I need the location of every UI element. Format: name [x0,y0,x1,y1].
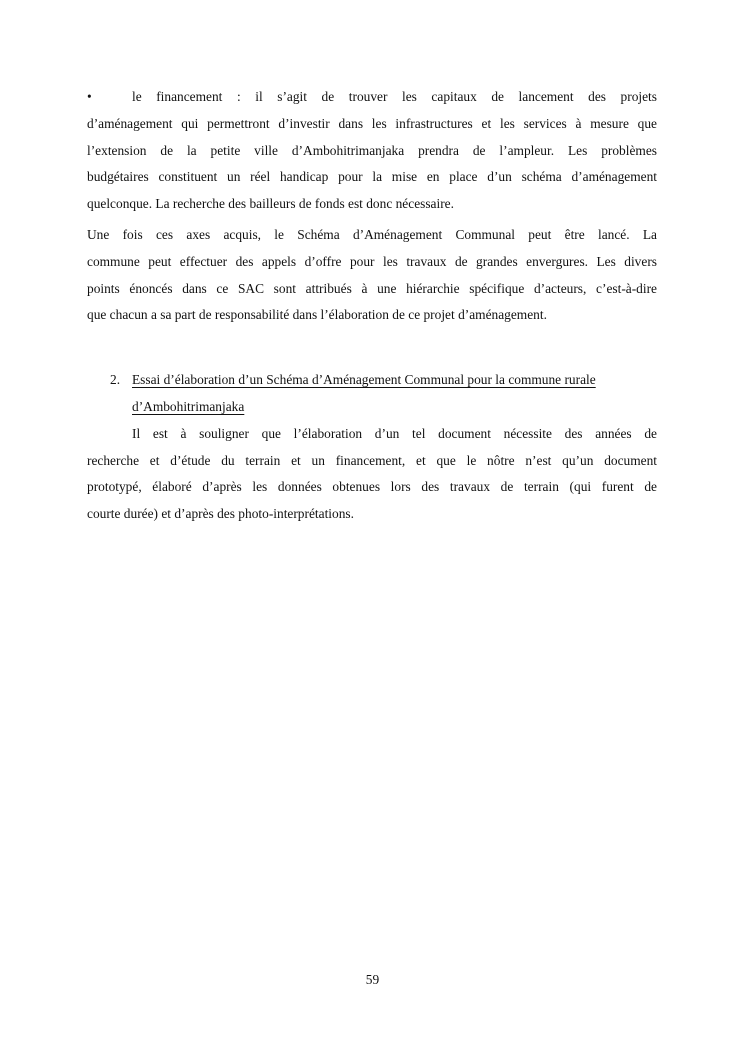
bullet-paragraph [87,84,657,218]
bullet-first-line [87,84,657,111]
text-line: prototypé, élaboré d’après les données obtenues lors des travaux de terrain (qui furent de [87,479,657,495]
page-number: 59 [365,972,380,987]
text-line: Une fois ces axes acquis, le Schéma d’Aménagement Communal peut être lancé. La [87,226,657,242]
text-line: Il est à souligner que l’élaboration d’un tel document nécessite des années de [132,425,657,441]
paragraph [87,222,657,329]
section-heading-line [87,367,657,394]
section-heading [87,367,657,421]
text-line: quelconque. La recherche des bailleurs de fonds est donc nécessaire. [87,196,454,212]
section-title: Essai d’élaboration d’un Schéma d’Aménagement Communal pour la commune rurale [132,372,596,388]
text-line: que chacun a sa part de responsabilité dans l’élaboration de ce projet d’aménagement. [87,307,547,323]
section-title: d’Ambohitrimanjaka [132,398,245,414]
text-line: recherche et d’étude du terrain et un financement, et que le nôtre n’est qu’un document [87,452,657,468]
paragraph [87,421,657,528]
page-body [87,84,657,528]
text-line: le financement : il s’agit de trouver les capitaux de lancement des projets [132,89,657,104]
bullet-icon: • [87,89,92,104]
text-line: d’aménagement qui permettront d’investir dans les infrastructures et les services à mesure que [87,115,657,131]
text-line: points énoncés dans ce SAC sont attribués à une hiérarchie spécifique d’acteurs, c’est-à-dire [87,280,657,296]
text-line: commune peut effectuer des appels d’offre pour les travaux de grandes envergures. Les divers [87,253,657,269]
text-line: l’extension de la petite ville d’Ambohitrimanjaka prendra de l’ampleur. Les problèmes [87,142,657,158]
text-line: courte durée) et d’après des photo-interprétations. [87,506,354,522]
text-line: budgétaires constituent un réel handicap pour la mise en place d’un schéma d’aménagement [87,169,657,185]
section-heading-line [87,394,657,421]
indented-line [87,421,657,448]
section-number: 2. [110,372,121,388]
